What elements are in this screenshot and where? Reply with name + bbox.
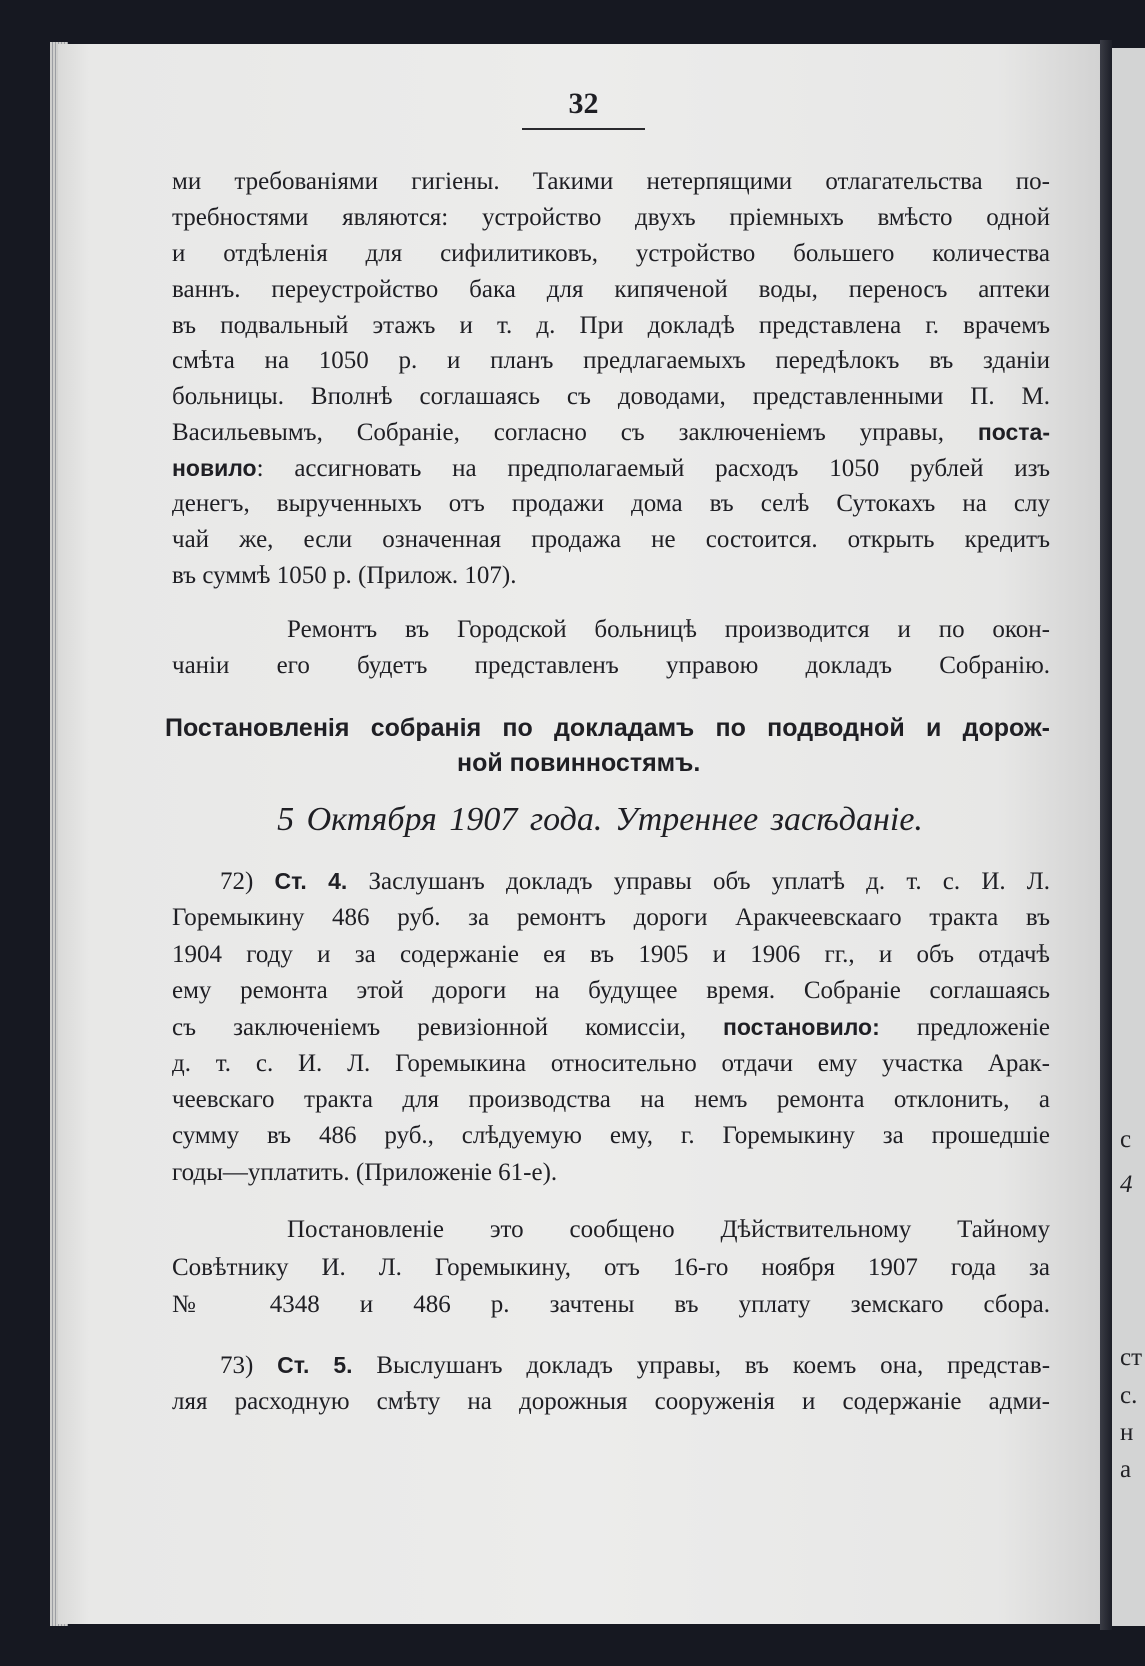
item-number: 73) bbox=[220, 1352, 254, 1379]
next-page-fragment: а bbox=[1120, 1456, 1132, 1483]
page-number: 32 bbox=[568, 87, 599, 120]
page-number-rule bbox=[522, 128, 645, 130]
text-line: въ суммѣ 1050 р. (Прилож. 107). bbox=[172, 562, 517, 589]
text-segment: Заслушанъ докладъ управы объ уплатѣ д. т. с. И. Л. bbox=[368, 868, 1051, 895]
text-line: больницы. Вполнѣ соглашаясь съ доводами, представленными П. М. bbox=[172, 383, 1050, 410]
article-label: Ст. 5. bbox=[277, 1352, 353, 1378]
text-line: № 4348 и 486 р. зачтены въ уплату земскаго сбора. bbox=[172, 1291, 1050, 1318]
text-line: Горемыкину 486 руб. за ремонтъ дороги Аракчеевскааго тракта въ bbox=[172, 904, 1050, 931]
text-line: ему ремонта этой дороги на будущее время. Собраніе соглашаясь bbox=[172, 977, 1050, 1004]
text-line: ваннъ. переустройство бака для кипяченой воды, переносъ аптеки bbox=[172, 276, 1050, 303]
text-line: Совѣтнику И. Л. Горемыкину, отъ 16-го ноября 1907 года за bbox=[172, 1254, 1050, 1281]
text-segment: : ассигновать на предполагаемый расходъ 1050 рублей изъ bbox=[256, 455, 1050, 482]
bold-keyword: поста- bbox=[977, 419, 1050, 445]
book-page bbox=[58, 44, 1102, 1624]
text-line: ми требованіями гигіены. Такими нетерпящими отлагательства по- bbox=[172, 168, 1050, 195]
text-line bbox=[220, 866, 1050, 896]
section-heading-line: ной повинностямъ. bbox=[457, 749, 701, 777]
next-page-fragment: с bbox=[1120, 1126, 1132, 1153]
text-line bbox=[172, 453, 1050, 483]
next-page-fragment: 4 bbox=[1120, 1171, 1133, 1198]
bold-keyword: постановило: bbox=[723, 1014, 880, 1040]
text-line: ляя расходную смѣту на дорожныя сооруженія и содержаніе адми- bbox=[172, 1388, 1050, 1415]
text-line: д. т. с. И. Л. Горемыкина относительно отдачи ему участка Арак- bbox=[172, 1050, 1050, 1077]
text-line: чаніи его будетъ представленъ управою докладъ Собранію. bbox=[172, 652, 1050, 679]
text-line: чеевскаго тракта для производства на немъ ремонта отклонить, а bbox=[172, 1086, 1050, 1113]
text-line bbox=[172, 1012, 1050, 1042]
section-heading-line: Постановленія собранія по докладамъ по подводной и дорож- bbox=[165, 714, 1050, 742]
next-page-fragment: с. bbox=[1120, 1382, 1138, 1409]
text-line: и отдѣленія для сифилитиковъ, устройство большего количества bbox=[172, 240, 1050, 267]
next-page-edge bbox=[1112, 48, 1145, 1626]
text-line: въ подвальный этажъ и т. д. При докладѣ представлена г. врачемъ bbox=[172, 312, 1050, 339]
text-line bbox=[220, 1350, 1050, 1380]
text-segment: Выслушанъ докладъ управы, въ коемъ она, представ- bbox=[376, 1352, 1051, 1379]
text-line: годы—уплатить. (Приложеніе 61-е). bbox=[172, 1159, 558, 1186]
text-segment: съ заключеніемъ ревизіонной комиссіи, bbox=[172, 1014, 686, 1041]
text-line: денегъ, вырученныхъ отъ продажи дома въ селѣ Сутокахъ на слу bbox=[172, 490, 1050, 517]
item-number: 72) bbox=[220, 868, 254, 895]
text-line bbox=[172, 417, 1050, 447]
text-line: 1904 году и за содержаніе ея въ 1905 и 1906 гг., и объ отдачѣ bbox=[172, 941, 1050, 968]
article-label: Ст. 4. bbox=[274, 868, 348, 894]
text-line: сумму въ 486 руб., слѣдуемую ему, г. Горемыкину за прошедшіе bbox=[172, 1122, 1050, 1149]
text-line: чай же, если означенная продажа не состоится. открыть кредитъ bbox=[172, 526, 1050, 553]
session-title: 5 Октября 1907 года. Утреннее засѣданіе. bbox=[277, 801, 923, 838]
next-page-fragment: н bbox=[1120, 1419, 1134, 1446]
text-line: требностями являются: устройство двухъ пріемныхъ вмѣсто одной bbox=[172, 204, 1050, 231]
text-line: Постановленіе это сообщено Дѣйствительному Тайному bbox=[287, 1216, 1050, 1243]
next-page-fragment: ст bbox=[1120, 1344, 1143, 1371]
text-segment: Васильевымъ, Собраніе, согласно съ заключеніемъ управы, bbox=[172, 419, 944, 446]
book-gutter bbox=[1100, 40, 1112, 1630]
bold-keyword: новило bbox=[172, 455, 257, 481]
text-segment: предложеніе bbox=[916, 1014, 1050, 1041]
text-line: Ремонтъ въ Городской больницѣ производится и по окон- bbox=[287, 616, 1050, 643]
text-line: смѣта на 1050 р. и планъ предлагаемыхъ передѣлокъ въ зданіи bbox=[172, 347, 1050, 374]
